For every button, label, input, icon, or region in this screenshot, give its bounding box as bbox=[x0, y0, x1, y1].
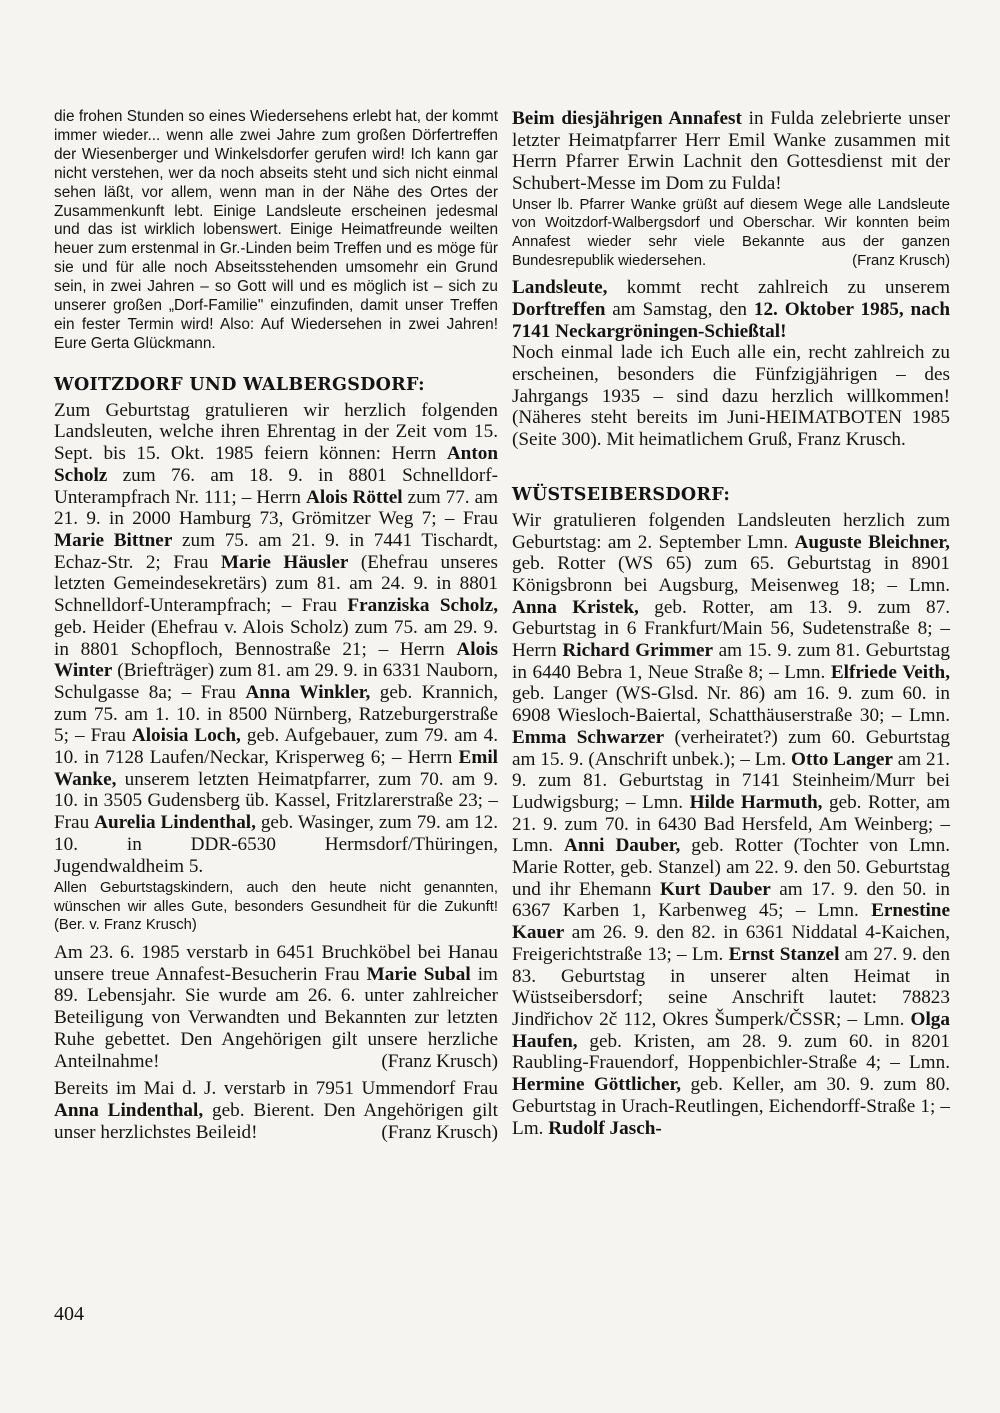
event-date-place: 12. Oktober 1985, nach 7141 Neckargröningen-Schießtal! bbox=[512, 298, 950, 342]
lead-text: Landsleute, bbox=[512, 277, 608, 299]
right-column bbox=[512, 108, 950, 1139]
person-name: Hilde Harmuth, bbox=[689, 791, 823, 813]
person-name: Anna Lindenthal, bbox=[54, 1099, 204, 1121]
wuestseibersdorf-birthday-list: Wir gratulieren folgenden Landsleuten herzlich zum Geburtstag: am 2. September Lmn. Auguste Bleichner, geb. Rotter (WS 65) zum 65. Geburtstag in 8901 Königsbronn bei Augsburg, Meisenweg 18; – Lmn. Anna Kristek, geb. Rotter, am 13. 9. zum 87. Geburtstag in 6 Frankfurt/Main 56, Sudetenstraße 8; – Herrn Richard Grimmer am 15. 9. zum 81. Geburtstag in 6440 Bebra 1, Neue Straße 8; – Lmn. Elfriede Veith, geb. Langer (WS-Glsd. Nr. 86) am 16. 9. zum 60. in 6908 Wiesloch-Baiertal, Schatthäuserstraße 30; – Lmn. Emma Schwarzer (verheiratet?) zum 60. Geburtstag am 15. 9. (Anschrift unbek.); – Lm. Otto Langer am 21. 9. zum 81. Geburtstag in 7141 Steinheim/Murr bei Ludwigsburg; – Lmn. Hilde Harmuth, geb. Rotter, am 21. 9. zum 70. in 6430 Bad Hersfeld, Am Weinberg; – Lmn. Anni Dauber, geb. Rotter (Tochter von Lmn. Marie Rotter, geb. Stanzel) am 22. 9. den 50. Geburtstag und ihr Ehemann Kurt Dauber am 17. 9. den 50. in 6367 Karben 1, Karbenweg 45; – Lmn. Ernestine Kauer am 26. 9. den 82. in 6361 Niddatal 4-Kaichen, Freigerichtstraße 13; – Lm. Ernst Stanzel am 27. 9. den 83. Geburtstag in unserer alten Heimat in Wüstseibersdorf; seine Anschrift lautet: 78823 Jindřichov 2č 112, Okres Šumperk/ČSSR; – Lmn. Olga Haufen, geb. Kristen, am 28. 9. zum 60. in 8201 Raubling-Frauendorf, Hoppenbichler-Straße 4; – Lmn. Hermine Göttlicher, geb. Keller, am 30. 9. zum 80. Geburtstag in Urach-Reutlingen, Eichendorff-Straße 1; – Lm. Rudolf Jasch- bbox=[512, 509, 951, 1139]
person-name: Anni Dauber, bbox=[563, 835, 681, 857]
person-name: Olga Haufen, bbox=[512, 1008, 950, 1052]
person-name: Anna Winkler, bbox=[245, 681, 371, 703]
pfarrer-greeting: Unser lb. Pfarrer Wanke grüßt auf diesem Wege alle Landsleute von Woitzdorf-Walbergsdorf und Oberschar. Wir konnten beim Annafest wieder sehr viele Bekannte aus der ganzen Bundesrepublik wiedersehen. (Franz Krusch) bbox=[512, 196, 950, 269]
person-name: Kurt Dauber bbox=[659, 878, 771, 900]
person-name: Otto Langer bbox=[791, 748, 893, 770]
signature: (Franz Krusch) bbox=[381, 1050, 498, 1072]
person-name: Alois Winter bbox=[54, 638, 498, 682]
event-name: Dorftreffen bbox=[512, 298, 606, 320]
section-heading-woitzdorf: WOITZDORF UND WALBERGSDORF: bbox=[54, 374, 425, 395]
person-name: Marie Häusler bbox=[220, 551, 349, 573]
intro-paragraph: die frohen Stunden so eines Wiedersehens erlebt hat, der kommt immer wieder... wenn alle zwei Jahre zum großen Dörfertreffen der Wiesenberger und Winkelsdorfer gerufen wird! Ich kann gar nicht verstehen, wer da noch abseits steht und sich nicht einmal sehen läßt, vor allem, wenn man in der Nähe des Ortes der Zusammenkunft lebt. Einige Landsleute erscheinen jedesmal und das ist wirklich lobenswert. Einige Heimatfreunde weilten heuer zum erstenmal in Gr.-Linden beim Treffen und es möge für sie und für alle noch Abseitsstehenden umsomehr ein Grund sein, in zwei Jahren – so Gott will und es möglich ist – sich zu unserer großen „Dorf-Familie" einzufinden, damit unser Treffen ein fester Termin wird! Also: Auf Wiedersehen in zwei Jahren! Eure Gerta Glückmann. bbox=[54, 108, 499, 352]
birthday-wishes: Allen Geburtstagskindern, auch den heute nicht genannten, wünschen wir alles Gute, besonders Gesundheit für die Zukunft! (Ber. v. Franz Krusch) bbox=[54, 880, 498, 934]
left-column bbox=[54, 108, 498, 1143]
person-name: Ernst Stanzel bbox=[728, 943, 840, 965]
dorftreffen-announcement: Landsleute, kommt recht zahlreich zu unserem Dorftreffen am Samstag, den 12. Oktober 1985, nach 7141 Neckargröningen-Schießtal! bbox=[512, 277, 950, 342]
person-name: Hermine Göttlicher, bbox=[512, 1074, 682, 1096]
person-name: Emma Schwarzer bbox=[512, 726, 665, 748]
page-number: 404 bbox=[54, 1303, 84, 1325]
woitzdorf-birthday-list: Zum Geburtstag gratulieren wir herzlich folgenden Landsleuten, welche ihren Ehrentag in der Zeit vom 15. Sept. bis 15. Okt. 1985 feiern können: Herrn Anton Scholz zum 76. am 18. 9. in 8801 Schnelldorf-Unterampfrach Nr. 111; – Herrn Alois Röttel zum 77. am 21. 9. in 2000 Hamburg 73, Grömitzer Weg 7; – Frau Marie Bittner zum 75. am 21. 9. in 7441 Tischardt, Echaz-Str. 2; Frau Marie Häusler (Ehefrau unseres letzten Gemeindesekretärs) zum 81. am 24. 9. in 8801 Schnelldorf-Unterampfrach; – Frau Franziska Scholz, geb. Heider (Ehefrau v. Alois Scholz) zum 75. am 29. 9. in 8801 Schopfloch, Bennostraße 21; – Herrn Alois Winter (Briefträger) zum 81. am 29. 9. in 6331 Nauborn, Schulgasse 8a; – Frau Anna Winkler, geb. Krannich, zum 75. am 1. 10. in 8500 Nürnberg, Ratzeburgerstraße 5; – Frau Aloisia Loch, geb. Aufgebauer, zum 79. am 4. 10. in 7128 Laufen/Neckar, Krisperweg 6; – Herrn Emil Wanke, unserem letzten Heimatpfarrer, zum 70. am 9. 10. in 3505 Gudensberg üb. Kassel, Fritzlarerstraße 23; – Frau Aurelia Lindenthal, geb. Wasinger, zum 79. am 12. 10. in DDR-6530 Hermsdorf/Thüringen, Jugendwaldheim 5. bbox=[54, 399, 499, 877]
lead-text: Beim diesjährigen Annafest bbox=[512, 108, 742, 129]
person-name: Alois Röttel bbox=[306, 486, 403, 508]
annafest-paragraph: Beim diesjährigen Annafest in Fulda zelebrierte unser letzter Heimatpfarrer Herr Emil Wanke zusammen mit Herrn Pfarrer Erwin Lachnit den Gottesdienst mit der Schubert-Messe im Dom zu Fulda! bbox=[512, 108, 950, 195]
person-name: Emil Wanke, bbox=[54, 747, 498, 790]
person-name: Marie Subal bbox=[366, 963, 471, 985]
person-name: Aurelia Lindenthal, bbox=[94, 812, 256, 834]
obituary-marie-subal: Am 23. 6. 1985 verstarb in 6451 Bruchköbel bei Hanau unsere treue Annafest-Besucherin Frau Marie Subal im 89. Lebensjahr. Sie wurde am 26. 6. unter zahlreicher Beteiligung von Verwandten und Bekannten zur letzten Ruhe gebettet. Den Angehörigen gilt unsere herzliche Anteilnahme! (Franz Krusch) bbox=[54, 942, 498, 1072]
person-name: Marie Bittner bbox=[54, 530, 173, 551]
person-name: Rudolf Jasch- bbox=[548, 1117, 662, 1139]
person-name: Richard Grimmer bbox=[562, 640, 713, 662]
person-name: Anna Kristek, bbox=[512, 596, 639, 618]
person-name: Auguste Bleichner, bbox=[794, 531, 950, 553]
person-name: Ernestine Kauer bbox=[512, 900, 950, 944]
person-name: Elfriede Veith, bbox=[830, 661, 950, 683]
section-heading-wuestseibersdorf: WÜSTSEIBERSDORF: bbox=[512, 484, 731, 505]
obituary-anna-lindenthal: Bereits im Mai d. J. verstarb in 7951 Ummendorf Frau Anna Lindenthal, geb. Bierent. Den Angehörigen gilt unser herzlichstes Beileid! (Franz Krusch) bbox=[54, 1078, 498, 1143]
invitation-paragraph: Noch einmal lade ich Euch alle ein, recht zahlreich zu erscheinen, besonders die Fünfzigjährigen – des Jahrgangs 1935 – sind dazu herzlich willkommen! (Näheres steht bereits im Juni-HEIMATBOTEN 1985 (Seite 300). Mit heimatlichem Gruß, Franz Krusch. bbox=[512, 342, 950, 451]
signature: (Franz Krusch) bbox=[852, 252, 950, 269]
person-name: Anton Scholz bbox=[54, 443, 498, 486]
person-name: Franziska Scholz, bbox=[347, 595, 498, 617]
person-name: Aloisia Loch, bbox=[131, 725, 241, 747]
signature: (Franz Krusch) bbox=[381, 1121, 498, 1143]
